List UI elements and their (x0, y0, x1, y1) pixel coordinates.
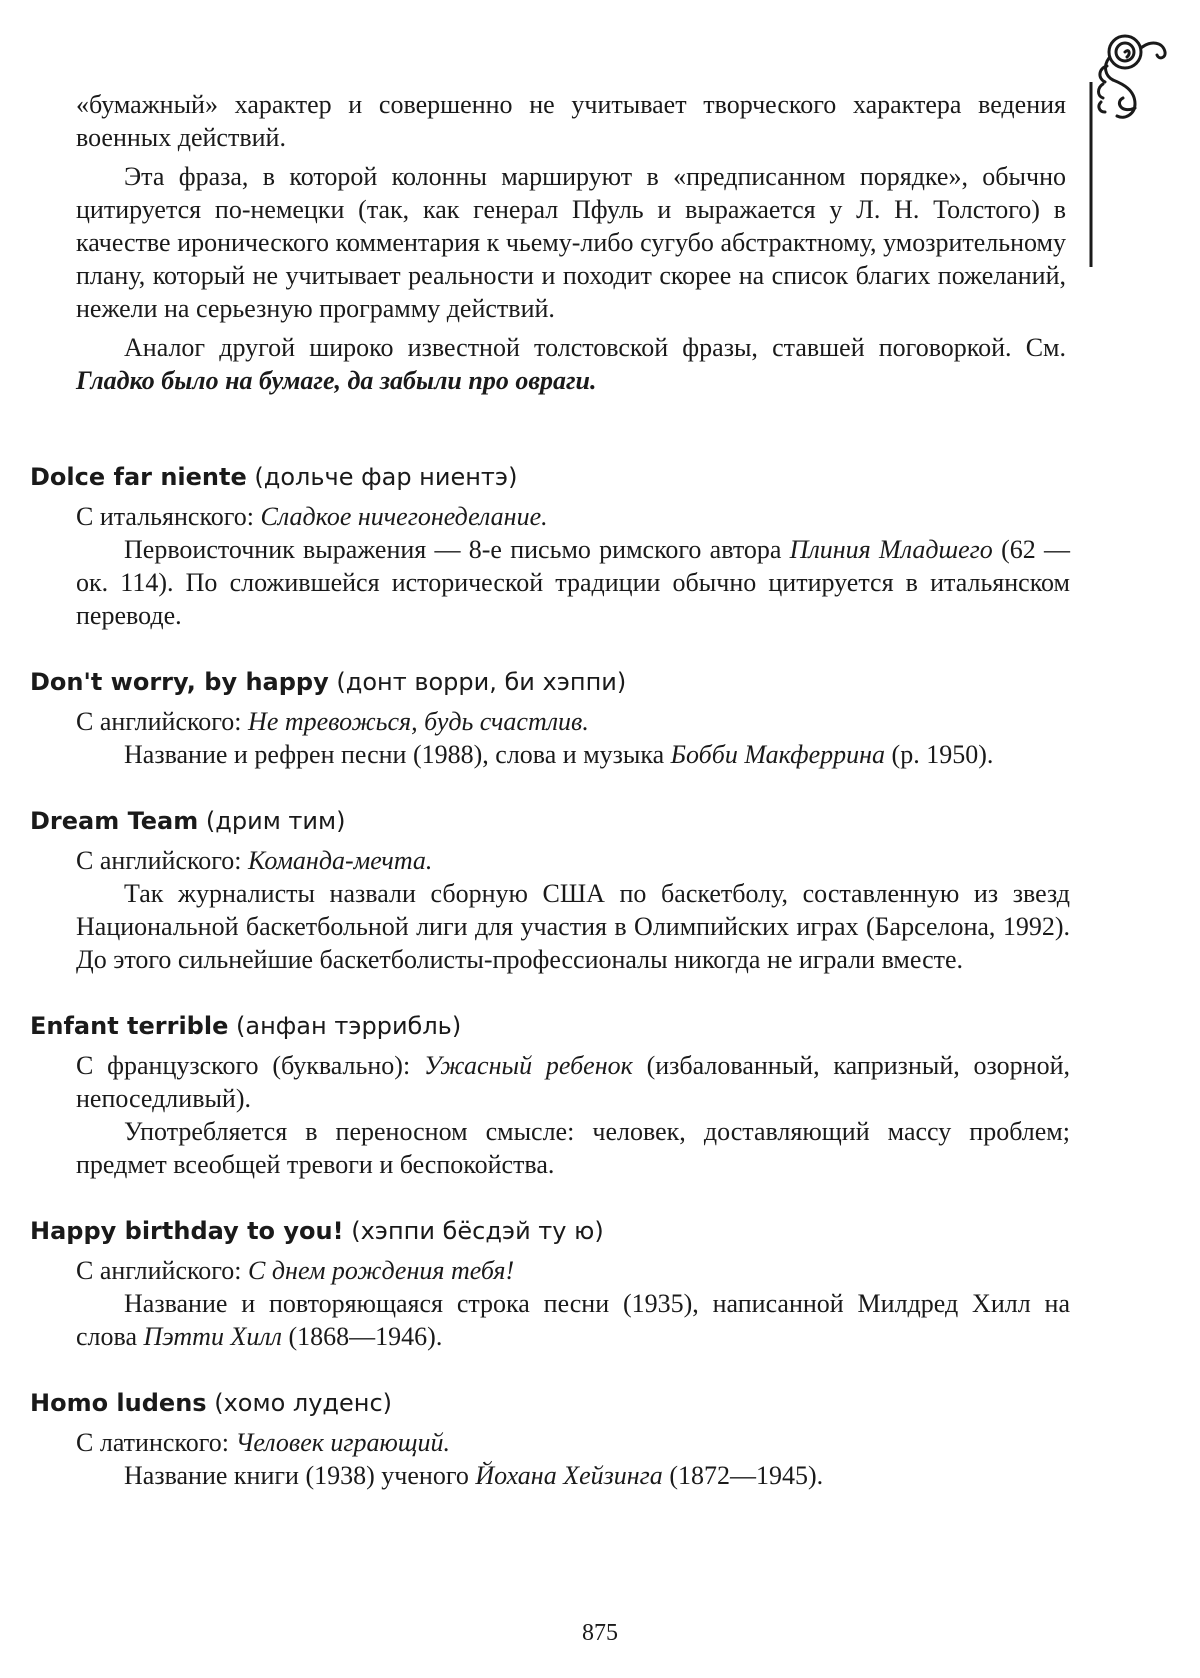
entry-body (30, 844, 1070, 976)
entry-headline (30, 1009, 1070, 1043)
entry-headline (30, 460, 1070, 494)
entry-source (76, 705, 1070, 738)
entry-body (30, 1426, 1070, 1492)
entry-body (30, 1049, 1070, 1181)
entry-pronunciation: (хомо луденс) (214, 1389, 393, 1417)
entry-body (30, 1254, 1070, 1353)
entry-dolce-far-niente (30, 460, 1070, 632)
entry-pronunciation: (дольче фар ниентэ) (254, 463, 518, 491)
entry-source-note: (избалованный, капризный, озорной, непоседливый). (76, 1051, 1070, 1113)
entry-person: Бобби Макферрина (670, 740, 886, 769)
entry-headline (30, 804, 1070, 838)
entry-source-lang: С английского: (76, 1256, 249, 1285)
entry-headline (30, 665, 1070, 699)
entry-happy-birthday (30, 1214, 1070, 1353)
entry-term: Don't worry, by happy (30, 668, 329, 696)
intro-text (76, 88, 1066, 403)
entry-translation: Ужасный ребенок (424, 1051, 633, 1080)
entry-headline (30, 1386, 1070, 1420)
entry-pronunciation: (дрим тим) (205, 807, 346, 835)
entry-text: Первоисточник выражения — 8-е письмо римского автора (124, 535, 790, 564)
entry-source (76, 844, 1070, 877)
entry-description (76, 533, 1070, 632)
page-number: 875 (582, 1620, 618, 1646)
intro-paragraph-2: Эта фраза, в которой колонны маршируют в «предписанном порядке», обычно цитируется по-немецки (так, как генерал Пфуль и выражается у Л. Н. Толстого) в качестве иронического комментария к чьему-либо сугубо абстрактному, умозрительному плану, который не учитывает реальности и походит скорее на список благих пожеланий, нежели на серьезную программу действий. (76, 162, 1066, 323)
floral-vignette-icon (1083, 22, 1183, 272)
entry-source-lang: С французского (буквально): (76, 1051, 424, 1080)
entry-person: Плиния Младшего (789, 535, 993, 564)
entry-description: Употребляется в переносном смысле: человек, доставляющий массу проблем; предмет всеобщей тревоги и беспокойства. (76, 1117, 1070, 1179)
cross-reference: Гладко было на бумаге, да забыли про овраги. (76, 366, 597, 395)
entry-translation: Сладкое ничегонеделание. (260, 502, 548, 531)
entry-text: Название и рефрен песни (1988), слова и музыка (124, 740, 671, 769)
entry-description (76, 738, 1070, 771)
entry-text-end: (1868—1946). (282, 1322, 443, 1351)
entry-term: Homo ludens (30, 1389, 207, 1417)
entry-term: Dream Team (30, 807, 199, 835)
entry-dream-team (30, 804, 1070, 976)
entry-text-end: (р. 1950). (885, 740, 994, 769)
entry-body (30, 705, 1070, 771)
entry-body (30, 500, 1070, 632)
entry-text-end: (62 — ок. 114). По сложившейся исторической традиции обычно цитируется в итальянском переводе. (76, 535, 1070, 630)
entry-pronunciation: (хэппи бёсдэй ту ю) (351, 1217, 604, 1245)
entry-source-lang: С латинского: (76, 1428, 236, 1457)
entry-term: Enfant terrible (30, 1012, 229, 1040)
entry-term: Dolce far niente (30, 463, 247, 491)
intro-paragraph-1: «бумажный» характер и совершенно не учитывает творческого характера ведения военных действий. (76, 90, 1066, 152)
entry-source (76, 500, 1070, 533)
entry-pronunciation: (донт ворри, би хэппи) (336, 668, 627, 696)
entry-dont-worry (30, 665, 1070, 771)
entry-description (76, 1287, 1070, 1353)
entry-translation: Не тревожься, будь счастлив. (248, 707, 589, 736)
entry-person: Пэтти Хилл (143, 1322, 283, 1351)
entry-description (76, 1459, 1070, 1492)
entries-list (30, 460, 1070, 1525)
entry-translation: Команда-мечта. (248, 846, 433, 875)
entry-translation: Человек играющий. (235, 1428, 451, 1457)
entry-text: Название и повторяющаяся строка песни (1935), написанной Милдред Хилл на слова (76, 1289, 1070, 1351)
entry-term: Happy birthday to you! (30, 1217, 344, 1245)
entry-pronunciation: (анфан тэррибль) (236, 1012, 462, 1040)
entry-source (76, 1426, 1070, 1459)
entry-source (76, 1049, 1070, 1115)
entry-headline (30, 1214, 1070, 1248)
entry-description: Так журналисты назвали сборную США по баскетболу, составленную из звезд Национальной баскетбольной лиги для участия в Олимпийских играх (Барселона, 1992). До этого сильнейшие баскетболисты-профессионалы никогда не играли вместе. (76, 879, 1070, 974)
entry-text-end: (1872—1945). (662, 1461, 824, 1490)
entry-homo-ludens (30, 1386, 1070, 1492)
intro-paragraph-3 (76, 331, 1066, 397)
entry-source-lang: С итальянского: (76, 502, 261, 531)
entry-source (76, 1254, 1070, 1287)
entry-source-lang: С английского: (76, 707, 249, 736)
entry-text: Название книги (1938) ученого (124, 1461, 476, 1490)
entry-translation: С днем рождения тебя! (248, 1256, 515, 1285)
entry-person: Йохана Хейзинга (475, 1461, 663, 1490)
entry-enfant-terrible (30, 1009, 1070, 1181)
intro-paragraph-3-text: Аналог другой широко известной толстовской фразы, ставшей поговоркой. См. (124, 333, 1066, 362)
entry-source-lang: С английского: (76, 846, 249, 875)
